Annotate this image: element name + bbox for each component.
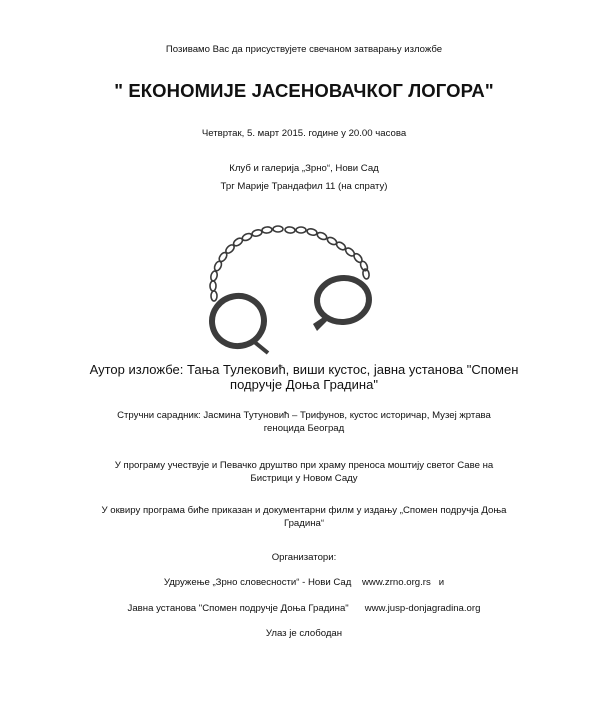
- author-line-1: Аутор изложбе: Тања Тулековић, виши кустос, јавна установа "Спомен: [89, 362, 519, 377]
- venue-name: Клуб и галерија „Зрно“, Нови Сад: [229, 163, 379, 174]
- associate-line-1: Стручни сарадник: Јасмина Тутуновић – Трифунов, кустос историчар, Музеј жртава: [117, 410, 491, 421]
- handcuffs-image: [200, 216, 405, 356]
- organizer-2-url[interactable]: www.jusp-donjagradina.org: [364, 603, 481, 614]
- organizers-heading: Организатори:: [271, 552, 337, 563]
- author-line-2: подручје Доња Градина": [230, 377, 378, 392]
- left-cuff: [208, 292, 268, 353]
- event-date: Четвртак, 5. март 2015. године у 20.00 часова: [201, 128, 407, 139]
- program-film-line-2: Градина“: [283, 518, 325, 529]
- venue-address: Трг Марије Трандафил 11 (на спрату): [220, 181, 388, 192]
- exhibition-title: " ЕКОНОМИЈЕ ЈАСЕНОВАЧКОГ ЛОГОРА": [114, 80, 494, 101]
- entry-free: Улаз је слободан: [265, 628, 343, 639]
- program-choir-line-2: Бистрици у Новом Саду: [250, 473, 358, 484]
- invitation-text: Позивамо Вас да присуствујете свечаном затварању изложбе: [165, 44, 443, 55]
- associate-line-2: геноцида Београд: [263, 423, 345, 434]
- organizer-2-name: Јавна установа "Спомен подручје Доња Градина": [127, 603, 349, 614]
- organizer-1-and: и: [438, 577, 445, 588]
- organizer-1: [0, 577, 608, 589]
- organizer-1-url[interactable]: www.zrno.org.rs: [362, 577, 431, 588]
- right-cuff: [313, 276, 371, 331]
- organizer-2: [0, 603, 608, 615]
- program-film-line-1: У оквиру програма биће приказан и документарни филм у издању „Спомен подручја Доња: [101, 505, 507, 516]
- chain: [210, 226, 370, 301]
- organizer-1-name: Удружење „Зрно словесности“ - Нови Сад: [163, 577, 352, 588]
- program-choir-line-1: У програму учествује и Певачко друштво при храму преноса моштију светог Саве на: [114, 460, 494, 471]
